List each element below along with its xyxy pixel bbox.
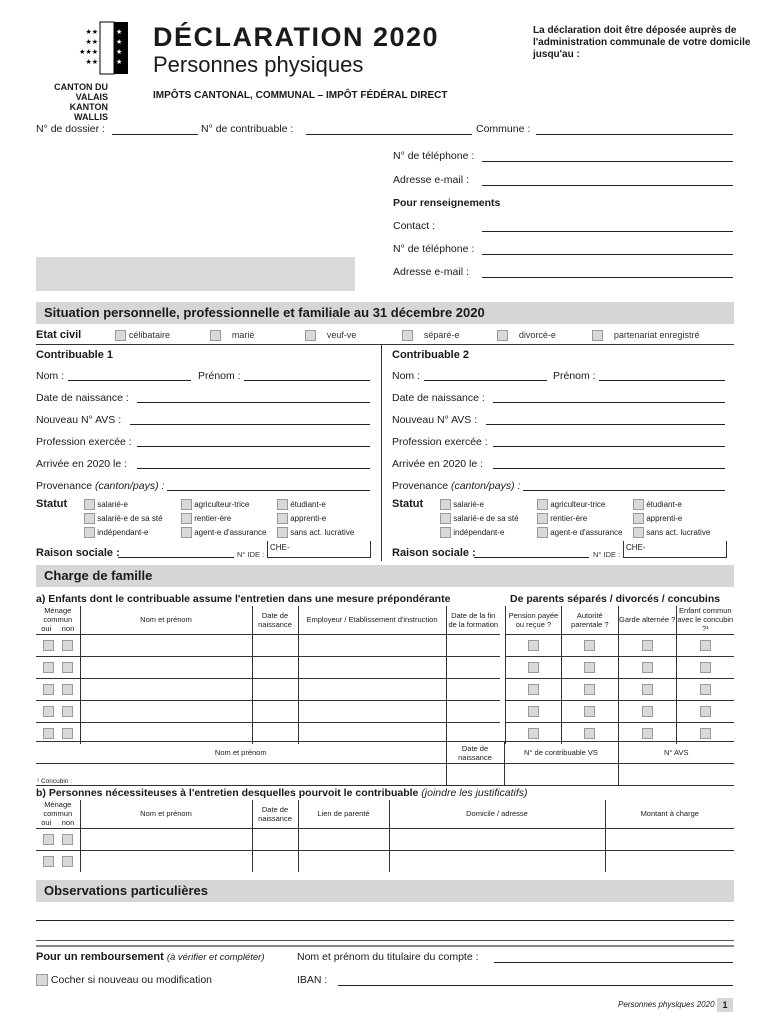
email-label: Adresse e-mail : bbox=[393, 174, 469, 186]
c1-naissance-label: Date de naissance : bbox=[36, 392, 129, 404]
email-input[interactable] bbox=[482, 185, 733, 186]
parents-row[interactable] bbox=[506, 678, 735, 700]
page-subtitle: Personnes physiques bbox=[153, 52, 364, 77]
enfants-title: a) Enfants dont le contribuable assume l'entretien dans une mesure prépondérante bbox=[36, 593, 451, 605]
iban-input[interactable] bbox=[338, 985, 733, 986]
c2-statut-label: Statut bbox=[392, 498, 424, 510]
commune-label: Commune : bbox=[476, 123, 531, 135]
parents-row[interactable] bbox=[506, 634, 735, 656]
c1-avs-input[interactable] bbox=[130, 424, 370, 425]
contact-input[interactable] bbox=[482, 231, 733, 232]
statut-option[interactable]: indépendant-e bbox=[440, 526, 537, 540]
enfant-row[interactable] bbox=[36, 700, 500, 722]
svg-text:★★: ★★ bbox=[85, 39, 98, 46]
c2-avs-input[interactable] bbox=[486, 424, 725, 425]
footer-label: Personnes physiques 2020 bbox=[618, 1000, 715, 1009]
phone-label: N° de téléphone : bbox=[393, 150, 475, 162]
c1-provenance-input[interactable] bbox=[167, 490, 370, 491]
statut-option[interactable]: rentier-ère bbox=[537, 512, 633, 526]
c1-naissance-input[interactable] bbox=[137, 402, 370, 403]
statut-option[interactable]: agent-e d'assurance bbox=[181, 526, 277, 540]
c1-title: Contribuable 1 bbox=[36, 349, 114, 361]
c1-statut-label: Statut bbox=[36, 498, 68, 510]
contribuable-input[interactable] bbox=[306, 134, 472, 135]
etat-civil-label: Etat civil bbox=[36, 329, 82, 341]
c2-avs-label: Nouveau N° AVS : bbox=[392, 414, 478, 426]
etat-civil-option[interactable]: divorcé-e bbox=[497, 329, 556, 341]
parents-table: Pension payée ou reçue ? Autorité parentale ? Garde alternée ? Enfant commun avec le concubin ?¹ bbox=[505, 606, 734, 744]
etat-civil-option[interactable]: partenariat enregistré bbox=[592, 329, 699, 341]
phone2-label: N° de téléphone : bbox=[393, 243, 475, 255]
commune-input[interactable] bbox=[536, 134, 733, 135]
c2-statut-options bbox=[440, 498, 735, 540]
c2-profession-label: Profession exercée : bbox=[392, 436, 488, 448]
nouveau-checkbox[interactable]: Cocher si nouveau ou modification bbox=[36, 974, 212, 986]
email2-input[interactable] bbox=[482, 277, 733, 278]
statut-option[interactable]: indépendant-e bbox=[84, 526, 181, 540]
c2-naissance-input[interactable] bbox=[493, 402, 725, 403]
c2-raison-label: Raison sociale : bbox=[392, 547, 476, 559]
etat-civil-option[interactable]: veuf-ve bbox=[305, 329, 356, 341]
page-number: 1 bbox=[717, 998, 733, 1012]
statut-option[interactable]: salarié-e bbox=[84, 498, 181, 512]
c2-arrivee-label: Arrivée en 2020 le : bbox=[392, 458, 484, 470]
enfant-row[interactable] bbox=[36, 634, 500, 656]
c2-profession-input[interactable] bbox=[493, 446, 725, 447]
parents-row[interactable] bbox=[506, 656, 735, 678]
necessiteux-row[interactable] bbox=[36, 850, 734, 872]
c1-raison-input[interactable] bbox=[118, 557, 234, 558]
c2-arrivee-input[interactable] bbox=[493, 468, 725, 469]
c1-prenom-input[interactable] bbox=[244, 380, 370, 381]
necessiteux-table: Ménage commun oui non Nom et prénom Date de naissance Lien de parenté Domicile / adresse Montant à charge bbox=[36, 800, 734, 872]
statut-option[interactable]: sans act. lucrative bbox=[633, 526, 733, 540]
tax-line: IMPÔTS CANTONAL, COMMUNAL – IMPÔT FÉDÉRAL DIRECT bbox=[153, 90, 448, 101]
phone2-input[interactable] bbox=[482, 254, 733, 255]
dossier-input[interactable] bbox=[112, 134, 198, 135]
famille-section-title: Charge de famille bbox=[36, 565, 734, 587]
titulaire-label: Nom et prénom du titulaire du compte : bbox=[297, 951, 479, 963]
c2-prenom-label: Prénom : bbox=[553, 370, 596, 382]
svg-text:★★★: ★★★ bbox=[79, 49, 98, 56]
c2-title: Contribuable 2 bbox=[392, 349, 470, 361]
c1-profession-label: Profession exercée : bbox=[36, 436, 132, 448]
svg-text:★★: ★★ bbox=[85, 59, 98, 66]
c2-nom-label: Nom : bbox=[392, 370, 421, 382]
statut-option[interactable]: agent-e d'assurance bbox=[537, 526, 633, 540]
c2-provenance-label: Provenance (canton/pays) : bbox=[392, 480, 521, 492]
statut-option[interactable]: rentier-ère bbox=[181, 512, 277, 526]
c2-ide-input[interactable]: CHE- bbox=[623, 541, 727, 558]
parents-row[interactable] bbox=[506, 700, 735, 722]
observations-line[interactable] bbox=[36, 920, 734, 921]
c1-provenance-label: Provenance (canton/pays) : bbox=[36, 480, 165, 492]
c1-nom-input[interactable] bbox=[68, 380, 191, 381]
c2-provenance-input[interactable] bbox=[523, 490, 725, 491]
c2-nom-input[interactable] bbox=[424, 380, 547, 381]
c2-prenom-input[interactable] bbox=[599, 380, 725, 381]
etat-civil-option[interactable]: séparé-e bbox=[402, 329, 459, 341]
statut-option[interactable]: agriculteur-trice bbox=[181, 498, 277, 512]
statut-option[interactable]: salarié-e bbox=[440, 498, 537, 512]
c1-avs-label: Nouveau N° AVS : bbox=[36, 414, 122, 426]
c1-ide-input[interactable]: CHE- bbox=[267, 541, 371, 558]
statut-option[interactable]: sans act. lucrative bbox=[277, 526, 373, 540]
email2-label: Adresse e-mail : bbox=[393, 266, 469, 278]
c2-raison-input[interactable] bbox=[474, 557, 589, 558]
statut-option[interactable]: salarié-e de sa sté bbox=[84, 512, 181, 526]
enfant-row[interactable] bbox=[36, 656, 500, 678]
necessiteux-title: b) Personnes nécessiteuses à l'entretien desquelles pourvoit le contribuable (joindre les justificatifs) bbox=[36, 787, 528, 799]
canton-logo bbox=[36, 20, 131, 80]
phone-input[interactable] bbox=[482, 161, 733, 162]
svg-text:★: ★ bbox=[116, 49, 123, 56]
concubin-row[interactable]: ¹ Concubin : bbox=[36, 764, 734, 786]
canton-name: CANTON DU VALAIS KANTON WALLIS bbox=[54, 82, 108, 122]
statut-option[interactable]: agriculteur-trice bbox=[537, 498, 633, 512]
statut-option[interactable]: apprenti-e bbox=[277, 512, 373, 526]
necessiteux-row[interactable] bbox=[36, 828, 734, 850]
statut-option[interactable]: apprenti-e bbox=[633, 512, 733, 526]
observations-section-title: Observations particulières bbox=[36, 880, 734, 902]
info-title: Pour renseignements bbox=[393, 197, 501, 209]
statut-option[interactable]: salarié-e de sa sté bbox=[440, 512, 537, 526]
contribuable-label: N° de contribuable : bbox=[201, 123, 294, 135]
page-title: DÉCLARATION 2020 bbox=[153, 22, 440, 52]
concubin-table: Nom et prénom Date de naissance N° de contribuable VS N° AVS ¹ Concubin : bbox=[36, 741, 734, 786]
c1-profession-input[interactable] bbox=[137, 446, 370, 447]
svg-text:★: ★ bbox=[116, 29, 123, 36]
svg-text:★: ★ bbox=[116, 59, 123, 66]
c1-arrivee-input[interactable] bbox=[137, 468, 370, 469]
deadline-notice: La déclaration doit être déposée auprès de l'administration communale de votre domicile jusqu'au : bbox=[533, 25, 751, 60]
c1-statut-options bbox=[84, 498, 374, 540]
statut-option[interactable]: étudiant-e bbox=[277, 498, 373, 512]
c2-ide-label: N° IDE : bbox=[593, 550, 621, 559]
c1-prenom-label: Prénom : bbox=[198, 370, 241, 382]
iban-label: IBAN : bbox=[297, 974, 328, 986]
contact-label: Contact : bbox=[393, 220, 436, 232]
address-box[interactable] bbox=[36, 257, 355, 291]
etat-civil-option[interactable]: célibataire bbox=[115, 329, 170, 341]
enfants-table: Ménage commun oui non Nom et prénom Date de naissance Employeur / Etablissement d'instruction Date de la fin de la formation bbox=[36, 606, 500, 744]
enfant-row[interactable] bbox=[36, 678, 500, 700]
svg-text:★★: ★★ bbox=[85, 29, 98, 36]
dossier-label: N° de dossier : bbox=[36, 123, 105, 135]
canton-shield-icon bbox=[36, 20, 131, 80]
situation-section-title: Situation personnelle, professionnelle et familiale au 31 décembre 2020 bbox=[36, 302, 734, 324]
c1-arrivee-label: Arrivée en 2020 le : bbox=[36, 458, 128, 470]
c1-raison-label: Raison sociale : bbox=[36, 547, 120, 559]
titulaire-input[interactable] bbox=[494, 962, 733, 963]
observations-line[interactable] bbox=[36, 940, 734, 941]
remboursement-title: Pour un remboursement (à vérifier et compléter) bbox=[36, 951, 265, 963]
etat-civil-option[interactable]: marié bbox=[210, 329, 254, 341]
c1-ide-label: N° IDE : bbox=[237, 550, 265, 559]
statut-option[interactable]: étudiant-e bbox=[633, 498, 733, 512]
c2-naissance-label: Date de naissance : bbox=[392, 392, 485, 404]
parents-title: De parents séparés / divorcés / concubins bbox=[510, 593, 721, 605]
svg-text:★: ★ bbox=[116, 39, 123, 46]
c1-nom-label: Nom : bbox=[36, 370, 65, 382]
